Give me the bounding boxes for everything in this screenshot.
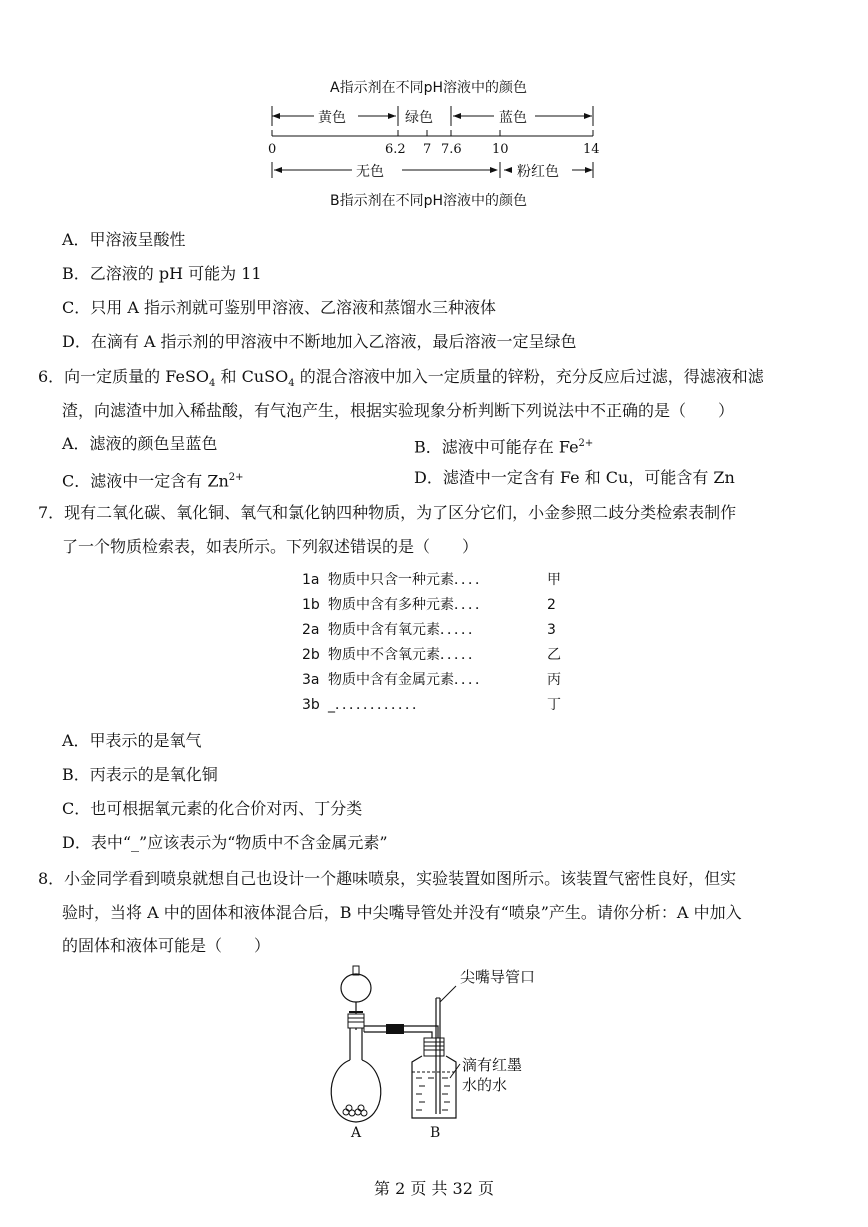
tick-7-6: 7.6 <box>441 142 462 157</box>
q6-text-b: 和 CuSO <box>215 367 289 386</box>
q7-stem-line2: 了一个物质检索表，如表所示。下列叙述错误的是（ ） <box>62 537 479 556</box>
tick-14: 14 <box>583 142 600 157</box>
q7-stem-line1: 7．现有二氧化碳、氧化铜、氧气和氯化钠四种物质，为了区分它们，小金参照二歧分类检索表制作 <box>38 503 737 522</box>
key-result: 丙 <box>547 672 561 688</box>
segment-colorless: 无色 <box>356 164 384 180</box>
key-result: 丁 <box>547 697 561 713</box>
segment-blue: 蓝色 <box>499 110 527 126</box>
q7-option-b: B．丙表示的是氧化铜 <box>62 765 218 784</box>
q7-option-a: A．甲表示的是氧气 <box>62 731 202 750</box>
q6-sub-2: 4 <box>288 378 295 390</box>
q7-option-c: C．也可根据氧元素的化合价对丙、丁分类 <box>62 799 363 818</box>
fountain-apparatus-figure <box>320 960 560 1145</box>
q5-option-a: A．甲溶液呈酸性 <box>62 230 186 249</box>
label-nozzle: 尖嘴导管口 <box>460 968 536 986</box>
classification-key-table <box>302 571 582 721</box>
key-text: _．．．．．．．．．．．． <box>328 697 426 713</box>
label-bottle-b: B <box>430 1125 441 1141</box>
key-code: 2a <box>302 622 320 638</box>
tick-0: 0 <box>268 142 277 157</box>
apparatus-drawing <box>320 960 560 1145</box>
key-code: 3a <box>302 672 320 688</box>
key-row <box>302 596 556 614</box>
q6-option-b-sup: 2+ <box>578 438 594 449</box>
key-row <box>302 696 561 714</box>
key-row <box>302 571 561 589</box>
q6-option-b-text: B．滤液中可能存在 Fe <box>414 437 579 457</box>
key-row <box>302 671 561 689</box>
segment-pink: 粉红色 <box>517 164 559 180</box>
q5-option-b: B．乙溶液的 pH 可能为 11 <box>62 264 262 283</box>
key-text: 物质中含有氧元素．．．．． <box>328 622 482 638</box>
tick-10: 10 <box>492 142 509 157</box>
q6-stem-line2: 渣，向滤渣中加入稀盐酸，有气泡产生，根据实验现象分析判断下列说法中不正确的是（ ） <box>62 401 735 420</box>
key-result: 甲 <box>547 572 561 588</box>
key-text: 物质中不含氧元素．．．．． <box>328 647 482 663</box>
key-result: 3 <box>547 622 556 638</box>
q6-option-c-text: C．滤液中一定含有 Zn <box>62 471 229 491</box>
tick-6-2: 6.2 <box>385 142 406 157</box>
q6-option-b <box>414 433 593 458</box>
key-code: 1b <box>302 597 320 613</box>
key-row <box>302 646 561 664</box>
q7-option-d: D．表中“_”应该表示为“物质中不含金属元素” <box>62 833 388 852</box>
q8-stem-line2: 验时，当将 A 中的固体和液体混合后，B 中尖嘴导管处并没有“喷泉”产生。请你分析：A 中加入 <box>62 903 742 922</box>
q6-option-d: D．滤渣中一定含有 Fe 和 Cu，可能含有 Zn <box>414 468 735 487</box>
segment-yellow: 黄色 <box>318 110 346 126</box>
q5-option-c: C．只用 A 指示剂就可鉴别甲溶液、乙溶液和蒸馏水三种液体 <box>62 298 496 317</box>
key-code: 3b <box>302 697 320 713</box>
q8-stem-line3: 的固体和液体可能是（ ） <box>62 936 271 955</box>
q5-option-d: D．在滴有 A 指示剂的甲溶液中不断地加入乙溶液，最后溶液一定呈绿色 <box>62 332 577 351</box>
key-result: 乙 <box>547 647 561 663</box>
ph-scale-diagram <box>262 100 612 185</box>
key-code: 2b <box>302 647 320 663</box>
q8-stem-line1: 8．小金同学看到喷泉就想自己也设计一个趣味喷泉，实验装置如图所示。该装置气密性良好，但实 <box>38 869 737 888</box>
figure-title-a: A指示剂在不同pH溶液中的颜色 <box>330 80 527 96</box>
q6-text-a: 6．向一定质量的 FeSO <box>38 367 210 386</box>
label-flask-a: A <box>351 1125 362 1141</box>
key-result: 2 <box>547 597 556 613</box>
key-text: 物质中含有多种元素．．．． <box>328 597 489 613</box>
q6-option-c <box>62 467 244 492</box>
q6-option-c-sup: 2+ <box>228 472 244 483</box>
key-text: 物质中含有金属元素．．．． <box>328 672 489 688</box>
tick-7: 7 <box>423 142 432 157</box>
label-water-line1: 滴有红墨 <box>462 1056 523 1074</box>
page-footer: 第 2 页 共 32 页 <box>374 1179 494 1198</box>
label-water-line2: 水的水 <box>462 1076 508 1094</box>
key-code: 1a <box>302 572 320 588</box>
key-text: 物质中只含一种元素．．．． <box>328 572 489 588</box>
segment-green: 绿色 <box>405 110 433 126</box>
q6-sub-1: 4 <box>209 378 216 390</box>
figure-title-b: B指示剂在不同pH溶液中的颜色 <box>330 193 528 209</box>
key-row <box>302 621 556 639</box>
q6-text-c: 的混合溶液中加入一定质量的锌粉，充分反应后过滤，得滤液和滤 <box>294 367 764 386</box>
q6-stem-line1 <box>38 366 764 395</box>
q6-option-a: A．滤液的颜色呈蓝色 <box>62 434 218 453</box>
